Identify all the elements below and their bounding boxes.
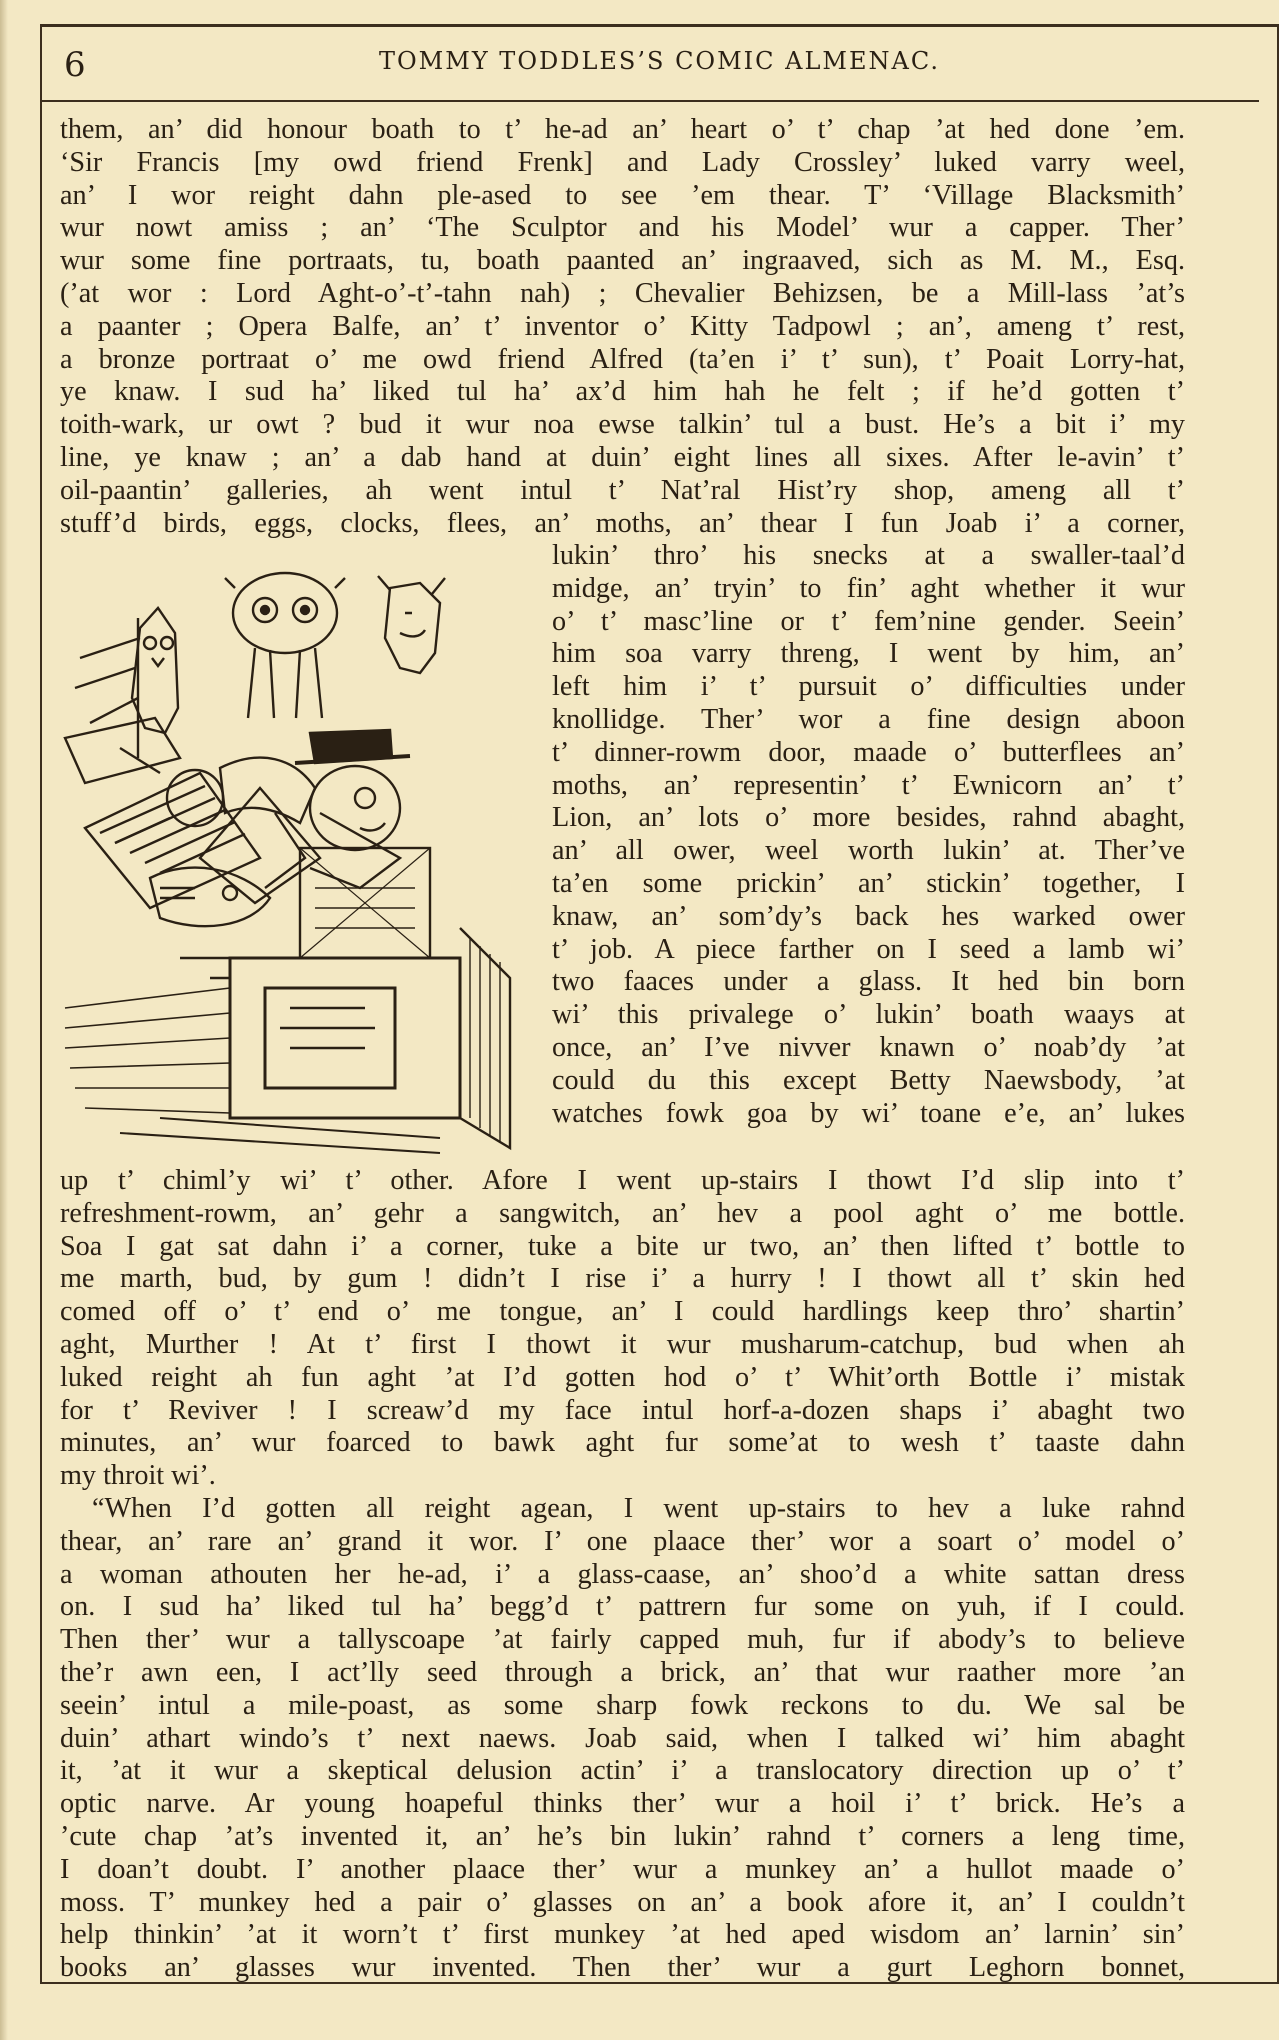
text-line: on. I sud ha’ liked tul ha’ begg’d t’ pattrern fur some on yuh, if I could. <box>60 1591 1185 1623</box>
text-line: ‘Sir Francis [my owd friend Frenk] and Lady Crossley’ luked varry weel, <box>60 146 1185 178</box>
paragraph-bottom-2 <box>60 1493 1185 1985</box>
text-line: luked reight ah fun aght ’at I’d gotten hod o’ t’ Whit’orth Bottle i’ mistak <box>60 1361 1185 1393</box>
text-line: my throit wi’. <box>60 1460 216 1492</box>
text-line: aght, Murther ! At t’ first I thowt it wur musharum-catchup, bud when ah <box>60 1328 1185 1360</box>
text-line: “When I’d gotten all reight agean, I went up-stairs to hev a luke rahnd <box>92 1493 1185 1524</box>
paragraph-bottom-1 <box>60 1165 1185 1493</box>
running-head: TOMMY TODDLES’S COMIC ALMENAC. <box>379 47 940 75</box>
text-line: oil-paantin’ galleries, ah went intul t’ Nat’ral Hist’ry shop, ameng all t’ <box>60 474 1185 506</box>
text-line: knollidge. Ther’ wor a fine design aboon <box>552 703 1185 735</box>
paragraph-top <box>60 114 1185 540</box>
text-line: refreshment-rowm, an’ gehr a sangwitch, an’ hev a pool aght o’ me bottle. <box>60 1197 1185 1229</box>
text-line: midge, an’ tryin’ to fin’ aght whether it wur <box>552 572 1185 604</box>
header-rule <box>40 100 1259 102</box>
text-line: t’ dinner-rowm door, maade o’ butterflees an’ <box>552 736 1185 768</box>
text-line: knaw, an’ som’dy’s back hes warked ower <box>552 900 1185 932</box>
text-line: the’r awn een, I act’lly seed through a brick, an’ that wur raather more ’an <box>60 1656 1185 1688</box>
text-line: line, ye knaw ; an’ a dab hand at duin’ eight lines all sixes. After le-avin’ t’ <box>60 441 1185 473</box>
text-line: moss. T’ munkey hed a pair o’ glasses on an’ a book afore it, an’ I couldn’t <box>60 1886 1185 1918</box>
text-line: ’cute chap ’at’s invented it, an’ he’s bin lukin’ rahnd t’ corners a leng time, <box>60 1820 1185 1852</box>
text-line: books an’ glasses wur invented. Then ther’ wur a gurt Leghorn bonnet, <box>60 1952 1185 1984</box>
text-line: an’ I wor reight dahn ple-ased to see ’em thear. T’ ‘Village Blacksmith’ <box>60 179 1185 211</box>
text-line: optic narve. Ar young hoapeful thinks ther’ wur a hoil i’ t’ brick. He’s a <box>60 1788 1185 1820</box>
text-line: comed off o’ t’ end o’ me tongue, an’ I could hardlings keep thro’ shartin’ <box>60 1296 1185 1328</box>
text-line: for t’ Reviver ! I screaw’d my face intul horf-a-dozen shaps i’ abaght two <box>60 1394 1185 1426</box>
text-line: a bronze portraat o’ me owd friend Alfred (ta’en i’ t’ sun), t’ Poait Lorry-hat, <box>60 343 1185 375</box>
text-line: up t’ chiml’y wi’ t’ other. Afore I went up-stairs I thowt I’d slip into t’ <box>60 1165 1185 1196</box>
text-line: stuff’d birds, eggs, clocks, flees, an’ moths, an’ thear I fun Joab i’ a corner, <box>60 507 1185 539</box>
text-line: toith-wark, ur owt ? bud it wur noa ewse talkin’ tul a bust. He’s a bit i’ my <box>60 409 1185 441</box>
text-line: minutes, an’ wur foarced to bawk aght fur some’at to wesh t’ taaste dahn <box>60 1427 1185 1459</box>
text-line: it, ’at it wur a skeptical delusion actin’ i’ a translocatory direction up o’ t’ <box>60 1755 1185 1787</box>
text-line: wur nowt amiss ; an’ ‘The Sculptor and his Model’ wur a capper. Ther’ <box>60 212 1185 244</box>
text-line: an’ all ower, weel worth lukin’ at. Ther’ve <box>552 835 1185 867</box>
text-line: duin’ athart windo’s t’ next naews. Joab said, when I talked wi’ him abaght <box>60 1722 1185 1754</box>
text-line: moths, an’ representin’ t’ Ewnicorn an’ t’ <box>552 769 1185 801</box>
text-line: could du this except Betty Naewsbody, ’at <box>552 1064 1185 1096</box>
text-line: me marth, bud, by gum ! didn’t I rise i’ a hurry ! I thowt all t’ skin hed <box>60 1263 1185 1295</box>
text-line: a paanter ; Opera Balfe, an’ t’ inventor o’ Kitty Tadpowl ; an’, ameng t’ rest, <box>60 310 1185 342</box>
text-line: watches fowk goa by wi’ toane e’e, an’ lukes <box>552 1097 1185 1129</box>
text-line: a woman athouten her he-ad, i’ a glass-caase, an’ shoo’d a white sattan dress <box>60 1558 1185 1590</box>
text-line: him soa varry threng, I went by him, an’ <box>552 638 1185 670</box>
text-line: t’ job. A piece farther on I seed a lamb wi’ <box>552 933 1185 965</box>
text-line: ye knaw. I sud ha’ liked tul ha’ ax’d him hah he felt ; if he’d gotten t’ <box>60 376 1185 408</box>
text-line: Then ther’ wur a tallyscoape ’at fairly capped muh, fur if abody’s to believe <box>60 1624 1185 1656</box>
text-line: (’at wor : Lord Aght-o’-t’-tahn nah) ; Chevalier Behizsen, be a Mill-lass ’at’s <box>60 277 1185 309</box>
text-line: thear, an’ rare an’ grand it wor. I’ one plaace ther’ wor a soart o’ model o’ <box>60 1525 1185 1557</box>
text-line: help thinkin’ ’at it worn’t t’ first munkey ’at hed aped wisdom an’ larnin’ sin’ <box>60 1919 1185 1951</box>
text-line: Soa I gat sat dahn i’ a corner, tuke a bite ur two, an’ then lifted t’ bottle to <box>60 1230 1185 1262</box>
text-line: ta’en some prickin’ an’ stickin’ together, I <box>552 867 1185 899</box>
paragraph-wrap <box>552 540 1185 1130</box>
text-line: seein’ intul a mile-poast, as some sharp fowk reckons to du. We sal be <box>60 1689 1185 1721</box>
text-line: lukin’ thro’ his snecks at a swaller-taal’d <box>552 540 1185 571</box>
text-line: I doan’t doubt. I’ another plaace ther’ wur a munkey an’ a hullot maade o’ <box>60 1853 1185 1885</box>
text-line: o’ t’ masc’line or t’ fem’nine gender. Seein’ <box>552 605 1185 637</box>
page-number: 6 <box>64 45 86 85</box>
text-line: once, an’ I’ve nivver knawn o’ noab’dy ’at <box>552 1031 1185 1063</box>
text-line: two faaces under a glass. It hed bin born <box>552 966 1185 998</box>
page-edge <box>0 0 8 2040</box>
text-line: Lion, an’ lots o’ more besides, rahnd abaght, <box>552 802 1185 834</box>
text-line: wur some fine portraats, tu, boath paanted an’ ingraaved, sich as M. M., Esq. <box>60 245 1185 277</box>
engraving-collector-illustration-icon <box>60 558 545 1158</box>
text-line: left him i’ t’ pursuit o’ difficulties under <box>552 671 1185 703</box>
page-header <box>40 27 1279 100</box>
frame-left-rule <box>40 24 42 1984</box>
text-line: wi’ this privalege o’ lukin’ boath waays at <box>552 999 1185 1031</box>
text-line: them, an’ did honour boath to t’ he-ad an’ heart o’ t’ chap ’at hed done ’em. <box>60 114 1185 145</box>
